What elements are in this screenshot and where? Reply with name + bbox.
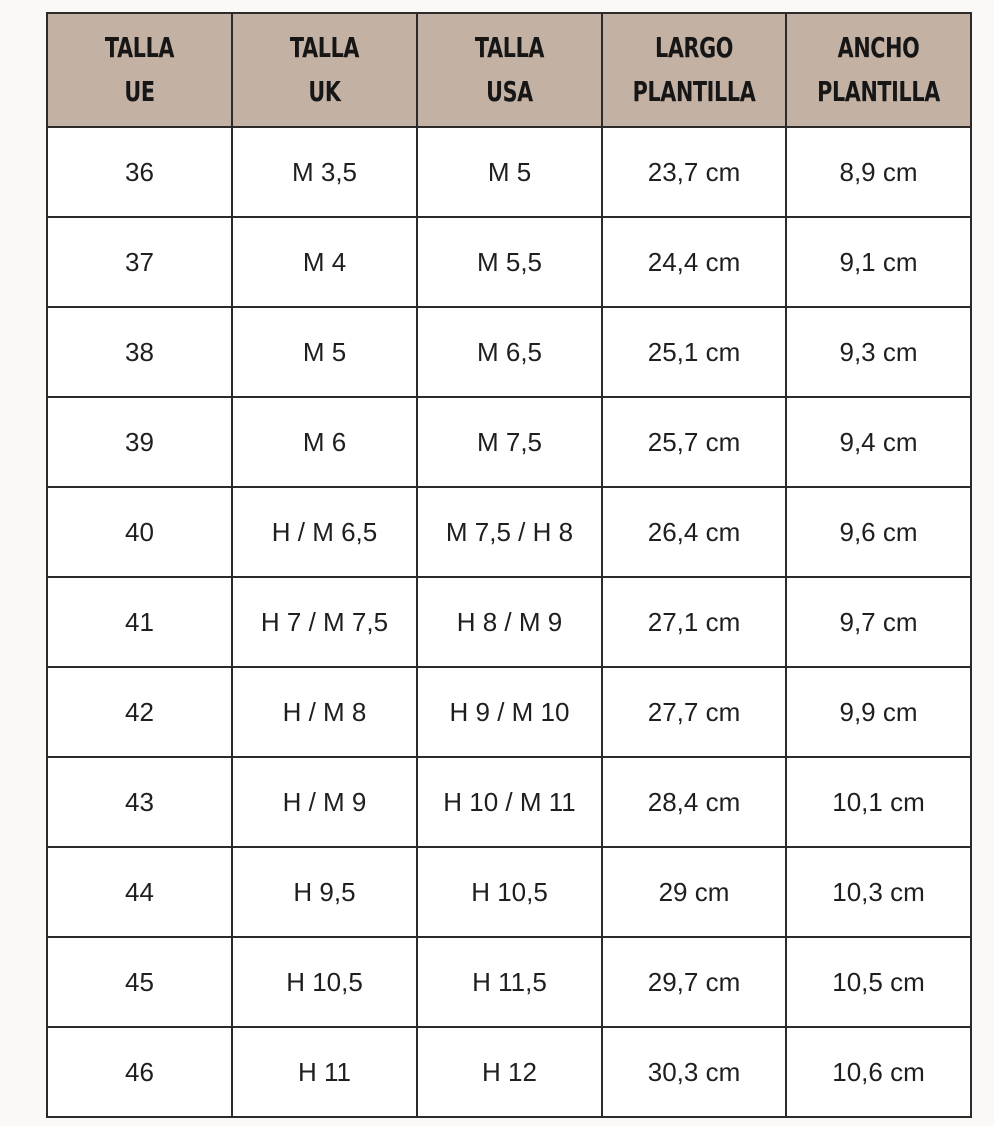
cell-talla-uk: H / M 8 <box>232 667 417 757</box>
cell-largo-plantilla: 27,1 cm <box>602 577 786 667</box>
cell-largo-plantilla: 29,7 cm <box>602 937 786 1027</box>
cell-largo-plantilla: 25,1 cm <box>602 307 786 397</box>
cell-talla-usa: M 6,5 <box>417 307 602 397</box>
cell-talla-ue: 44 <box>47 847 232 937</box>
header-line: ANCHO <box>837 31 920 64</box>
cell-ancho-plantilla: 10,3 cm <box>786 847 971 937</box>
table-row <box>47 127 971 217</box>
cell-talla-usa: M 5 <box>417 127 602 217</box>
cell-ancho-plantilla: 9,9 cm <box>786 667 971 757</box>
cell-largo-plantilla: 27,7 cm <box>602 667 786 757</box>
header-line: TALLA <box>104 31 175 64</box>
header-largo-plantilla <box>602 13 786 127</box>
cell-ancho-plantilla: 9,3 cm <box>786 307 971 397</box>
cell-ancho-plantilla: 10,6 cm <box>786 1027 971 1117</box>
table-header <box>47 13 971 127</box>
table-row <box>47 667 971 757</box>
cell-largo-plantilla: 26,4 cm <box>602 487 786 577</box>
cell-talla-usa: M 7,5 / H 8 <box>417 487 602 577</box>
table-row <box>47 397 971 487</box>
header-line: PLANTILLA <box>817 75 940 108</box>
cell-talla-uk: H / M 9 <box>232 757 417 847</box>
cell-talla-usa: H 9 / M 10 <box>417 667 602 757</box>
cell-largo-plantilla: 23,7 cm <box>602 127 786 217</box>
cell-talla-usa: H 11,5 <box>417 937 602 1027</box>
cell-talla-ue: 46 <box>47 1027 232 1117</box>
cell-ancho-plantilla: 10,1 cm <box>786 757 971 847</box>
cell-ancho-plantilla: 10,5 cm <box>786 937 971 1027</box>
header-line: LARGO <box>655 31 733 64</box>
cell-talla-usa: M 5,5 <box>417 217 602 307</box>
cell-talla-usa: H 10 / M 11 <box>417 757 602 847</box>
cell-talla-ue: 39 <box>47 397 232 487</box>
cell-talla-ue: 41 <box>47 577 232 667</box>
header-line: UK <box>308 75 341 108</box>
cell-talla-ue: 38 <box>47 307 232 397</box>
cell-largo-plantilla: 29 cm <box>602 847 786 937</box>
cell-talla-ue: 36 <box>47 127 232 217</box>
cell-talla-uk: M 3,5 <box>232 127 417 217</box>
cell-talla-usa: H 10,5 <box>417 847 602 937</box>
cell-largo-plantilla: 24,4 cm <box>602 217 786 307</box>
header-line: TALLA <box>474 31 545 64</box>
cell-talla-usa: H 8 / M 9 <box>417 577 602 667</box>
header-talla-ue <box>47 13 232 127</box>
size-chart-table <box>46 12 972 1118</box>
cell-largo-plantilla: 25,7 cm <box>602 397 786 487</box>
cell-ancho-plantilla: 9,6 cm <box>786 487 971 577</box>
cell-talla-uk: H / M 6,5 <box>232 487 417 577</box>
cell-ancho-plantilla: 9,7 cm <box>786 577 971 667</box>
cell-talla-ue: 40 <box>47 487 232 577</box>
cell-talla-uk: M 4 <box>232 217 417 307</box>
cell-talla-uk: H 9,5 <box>232 847 417 937</box>
table-row <box>47 1027 971 1117</box>
cell-talla-usa: M 7,5 <box>417 397 602 487</box>
header-line: UE <box>124 75 155 108</box>
cell-talla-uk: H 10,5 <box>232 937 417 1027</box>
header-line: PLANTILLA <box>632 75 756 108</box>
table-row <box>47 577 971 667</box>
cell-talla-usa: H 12 <box>417 1027 602 1117</box>
cell-talla-ue: 45 <box>47 937 232 1027</box>
header-line: USA <box>486 75 533 108</box>
table-row <box>47 487 971 577</box>
table-row <box>47 217 971 307</box>
cell-talla-uk: M 6 <box>232 397 417 487</box>
cell-largo-plantilla: 30,3 cm <box>602 1027 786 1117</box>
header-line: TALLA <box>289 31 360 64</box>
cell-talla-ue: 43 <box>47 757 232 847</box>
cell-talla-uk: H 11 <box>232 1027 417 1117</box>
cell-largo-plantilla: 28,4 cm <box>602 757 786 847</box>
table-body <box>47 127 971 1117</box>
cell-ancho-plantilla: 9,4 cm <box>786 397 971 487</box>
header-ancho-plantilla <box>786 13 971 127</box>
cell-talla-uk: M 5 <box>232 307 417 397</box>
cell-talla-ue: 37 <box>47 217 232 307</box>
cell-talla-uk: H 7 / M 7,5 <box>232 577 417 667</box>
cell-talla-ue: 42 <box>47 667 232 757</box>
header-talla-uk <box>232 13 417 127</box>
table-row <box>47 757 971 847</box>
cell-ancho-plantilla: 8,9 cm <box>786 127 971 217</box>
header-row <box>47 13 971 127</box>
cell-ancho-plantilla: 9,1 cm <box>786 217 971 307</box>
table-row <box>47 307 971 397</box>
header-talla-usa <box>417 13 602 127</box>
table-row <box>47 847 971 937</box>
table-row <box>47 937 971 1027</box>
